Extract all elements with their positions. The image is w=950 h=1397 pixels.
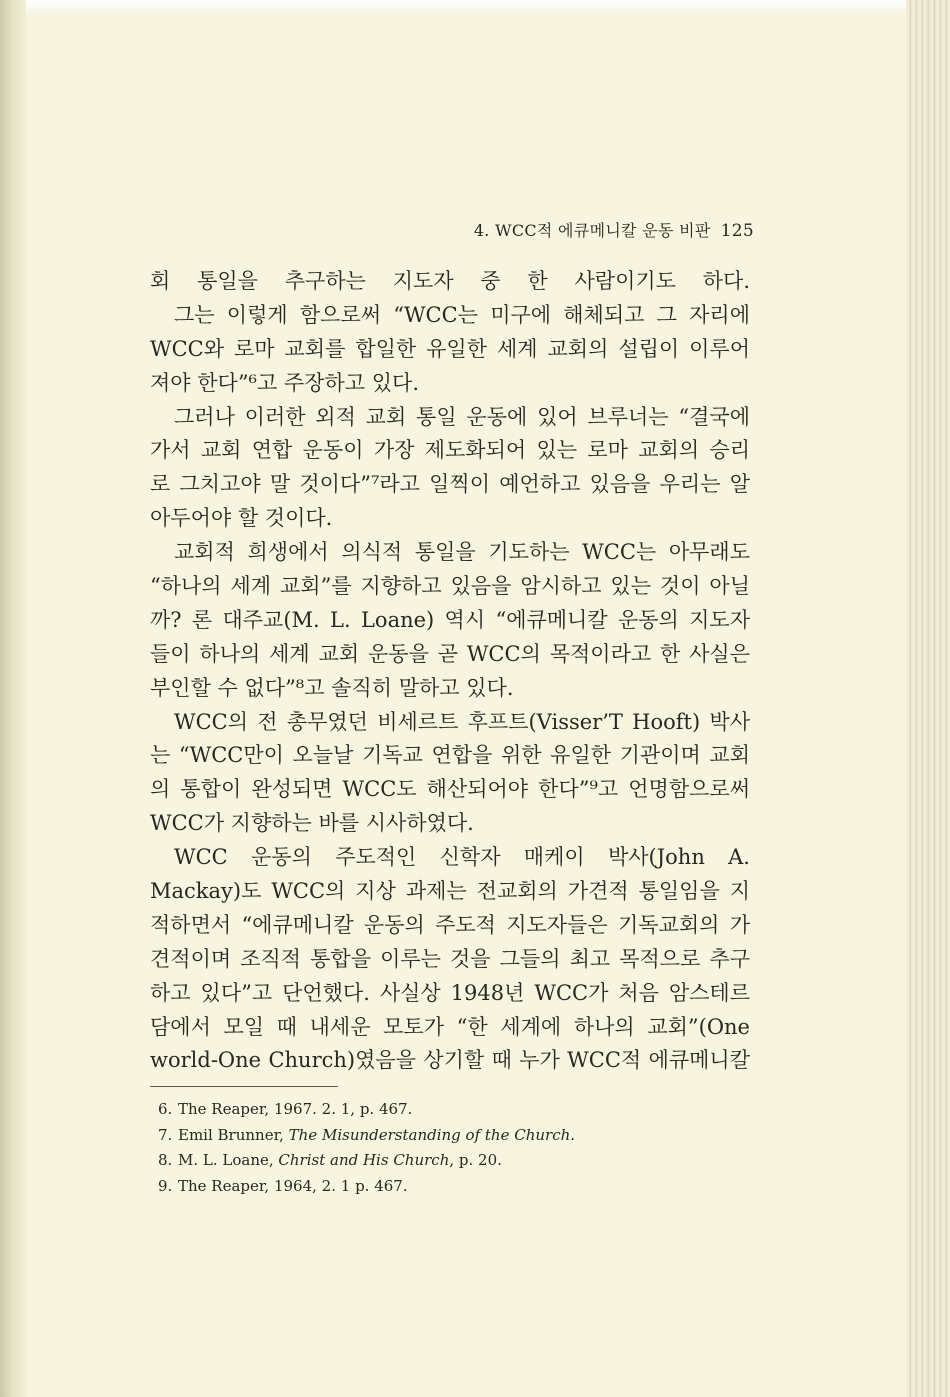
footnote-title: Christ and His Church [278,1151,450,1169]
text-line: 적하면서 “에큐메니칼 운동의 주도적 지도자들은 기독교회의 가 [150,912,750,937]
footnote-title: The Misunderstanding of the Church. [288,1125,576,1144]
text-line: 회 통일을 추구하는 지도자 중 한 사람이기도 하다. [150,269,750,293]
text-line: Mackay)도 WCC의 지상 과제는 전교회의 가견적 통일임을 지 [150,879,750,904]
text-line: 교회적 희생에서 의식적 통일을 기도하는 WCC는 아무래도 [174,540,750,565]
body-text [150,265,750,1078]
footnote-6: 6. The Reaper, 1967. 2. 1, p. 467. [158,1100,413,1118]
footnote-7: 7. Emil Brunner, The Misunderstanding of the Church. [158,1125,576,1144]
text-line: WCC가 지향하는 바를 시사하였다. [150,811,474,836]
text-line: WCC와 로마 교회를 합일한 유일한 세계 교회의 설립이 이루어 [150,336,750,361]
text-line: 그러나 이러한 외적 교회 통일 운동에 있어 브루너는 “결국에 [174,404,750,429]
text-line: 하고 있다”고 단언했다. 사실상 1948년 WCC가 처음 암스테르 [150,980,750,1005]
text-line: 아두어야 할 것이다. [150,506,333,531]
footnote-divider [150,1086,338,1087]
text-line: 담에서 모일 때 내세운 모토가 “한 세계에 하나의 교회”(One [150,1014,750,1039]
text-line: 의 통합이 완성되면 WCC도 해산되어야 한다”⁹고 언명함으로써 [150,777,750,802]
text-line: 그는 이렇게 함으로써 “WCC는 미구에 해체되고 그 자리에 [174,302,750,327]
text-line: 들이 하나의 세계 교회 운동을 곧 WCC의 목적이라고 한 사실은 [150,641,750,666]
text-line: WCC의 전 총무였던 비세르트 후프트(Visser’T Hooft) 박사 [174,709,750,734]
text-line: WCC 운동의 주도적인 신학자 매케이 박사(John A. [174,845,750,870]
footnote-9: 9. The Reaper, 1964, 2. 1 p. 467. [158,1176,408,1195]
text-line: 져야 한다”⁶고 주장하고 있다. [150,370,420,395]
text-line: 가서 교회 연합 운동이 가장 제도화되어 있는 로마 교회의 승리 [150,438,750,463]
text-line: 부인할 수 없다”⁸고 솔직히 말하고 있다. [150,675,514,700]
text-line: 까? 론 대주교(M. L. Loane) 역시 “에큐메니칼 운동의 지도자 [150,607,750,632]
text-line: 는 “WCC만이 오늘날 기독교 연합을 위한 유일한 기관이며 교회 [150,743,750,768]
text-line: world-One Church)였음을 상기할 때 누가 WCC적 에큐메니칼 [150,1048,750,1073]
text-line: 로 그치고야 말 것이다”⁷라고 일찍이 예언하고 있음을 우리는 알 [150,472,750,497]
text-line: “하나의 세계 교회”를 지향하고 있음을 암시하고 있는 것이 아닐 [150,574,750,599]
running-header [150,218,754,241]
text-line: 견적이며 조직적 통합을 이루는 것을 그들의 최고 목적으로 추구 [150,946,750,971]
running-title: 4. WCC적 에큐메니칼 운동 비판 [473,221,711,240]
page-stack-edge [906,0,950,1397]
page-number: 125 [720,221,754,241]
page-top-edge [0,0,950,16]
book-gutter-shadow [0,0,26,1397]
footnote-8: 8. M. L. Loane, Christ and His Church, p. 20. [158,1151,502,1169]
footnotes [158,1097,758,1199]
